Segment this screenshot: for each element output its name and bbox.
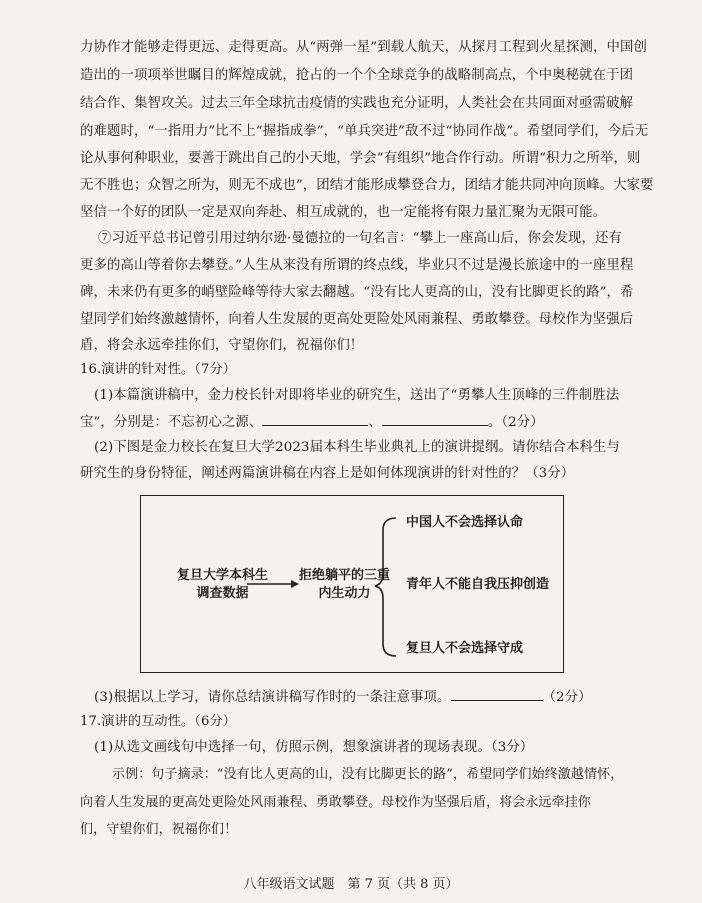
example-line: 们，守望你们，祝福你们！ <box>80 822 238 837</box>
example-line: 示例：句子摘录：“没有比人更高的山，没有比脚更长的路”，希望同学们始终激越情怀， <box>112 767 624 782</box>
passage-line: 造出的一项项举世瞩目的辉煌成就，抢占的一个个全球竞争的战略制高点，个中奥秘就在于团 <box>80 68 634 83</box>
q16-part3 <box>94 688 654 706</box>
paragraph-7-line: 望同学们始终激越情怀，向着人生发展的更高处更险处风雨兼程、勇敢攀登。母校作为坚强后 <box>80 312 634 327</box>
paragraph-7-line: 更多的高山等着你去攀登。”人生从来没有所谓的终点线，毕业只不过是漫长旅途中的一座里程 <box>80 258 634 273</box>
answer-blank-2[interactable] <box>382 413 488 426</box>
paragraph-7-line: 碑，未来仍有更多的峭壁险峰等待大家去翻越。“没有比人更高的山，没有比脚更长的路”，希 <box>80 285 634 300</box>
question-17-title: 17.演讲的互动性。（6分） <box>80 714 237 729</box>
question-16-title: 16.演讲的针对性。（7分） <box>80 362 237 377</box>
diagram-branch-2: 青年人不能自我压抑创造 <box>406 577 550 592</box>
paragraph-7-line: ⑦习近平总书记曾引用过纳尔逊·曼德拉的一句名言：“攀上一座高山后，你会发现，还有 <box>98 231 622 246</box>
answer-blank-1[interactable] <box>262 413 368 426</box>
q17-part1: (1)从选文画线句中选择一句，仿照示例，想象演讲者的现场表现。（3分） <box>94 740 534 755</box>
q16-part1-text-a: 宝”，分别是：不忘初心之源、 <box>80 415 263 430</box>
passage-line: 论从事何种职业，要善于跳出自己的小天地，学会“有组织”地合作行动。所谓“积力之所举，则 <box>80 151 641 166</box>
q16-part1-text-c: 。（2分） <box>487 415 544 430</box>
arrow-head-icon <box>291 580 299 588</box>
page-footer: 八年级语文试题 第 7 页（共 8 页） <box>243 877 459 892</box>
passage-line: 的难题时，“一指用力”比不上“握指成拳”，“单兵突进”敌不过“协同作战”。希望同学们，今后无 <box>80 124 649 139</box>
q16-part2-line2: 研究生的身份特征，阐述两篇演讲稿在内容上是如何体现演讲的针对性的？（3分） <box>80 466 575 481</box>
q16-part1-line2 <box>80 413 640 431</box>
diagram-left-label: 复旦大学本科生 调查数据 <box>177 568 269 601</box>
passage-line: 结合作、集智攻关。过去三年全球抗击疫情的实践也充分证明，人类社会在共同面对亟需破解 <box>80 96 634 111</box>
paragraph-7-line: 盾，将会永远牵挂你们，守望你们，祝福你们！ <box>80 338 364 353</box>
q16-part1-line1: (1)本篇演讲稿中，金力校长针对即将毕业的研究生，送出了“勇攀人生顶峰的三件制胜法 <box>94 388 620 403</box>
answer-blank-3[interactable] <box>451 688 543 701</box>
q16-part3-score: （2分） <box>542 690 592 705</box>
passage-line: 无不胜也；众智之所为，则无不成也”，团结才能形成攀登合力，团结才能共同冲向顶峰。大家要 <box>80 178 654 193</box>
q16-part2-line1: (2)下图是金力校长在复旦大学2023届本科生毕业典礼上的演讲提纲。请你结合本科生与 <box>94 440 620 455</box>
passage-line: 力协作才能够走得更远、走得更高。从“两弹一星”到载人航天，从探月工程到火星探测，中国创 <box>80 40 648 55</box>
diagram-middle-label: 拒绝躺平的三重 内生动力 <box>299 568 391 601</box>
q16-part1-text-b: 、 <box>368 415 382 430</box>
diagram-branch-1: 中国人不会选择认命 <box>406 515 524 530</box>
example-line: 向着人生发展的更高处更险处风雨兼程、勇敢攀登。母校作为坚强后盾，将会永远牵挂你 <box>80 795 591 810</box>
passage-line: 坚信一个好的团队一定是双向奔赴、相互成就的，也一定能将有限力量汇聚为无限可能。 <box>80 205 607 220</box>
diagram-branch-3: 复旦人不会选择守成 <box>406 641 524 656</box>
q16-part3-text: (3)根据以上学习，请你总结演讲稿写作时的一条注意事项。 <box>94 690 451 705</box>
speech-outline-diagram <box>140 495 564 673</box>
